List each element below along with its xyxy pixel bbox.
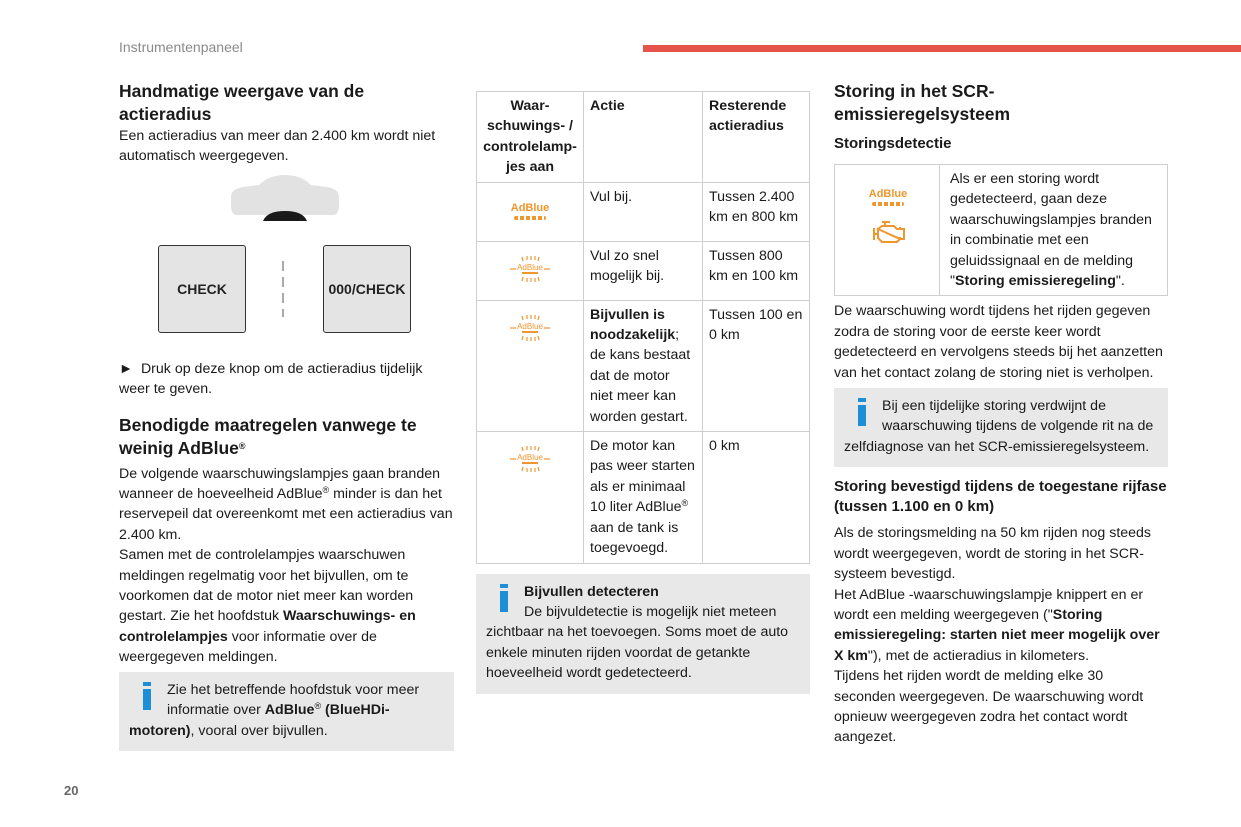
column-right (834, 80, 1168, 748)
svg-text:AdBlue: AdBlue (517, 262, 543, 272)
paragraph-adblue-blink: Het AdBlue -waarschuwingslampje knippert en er wordt een melding weergegeven ("Storing emissieregeling: starten niet meer mogelijk over X km"), met de actieradius in kilometers. (834, 586, 1160, 664)
car-silhouette-icon (229, 175, 341, 221)
section-title: Instrumentenpaneel (119, 39, 243, 55)
info-icon (494, 584, 516, 614)
table-row (477, 241, 810, 300)
adblue-warning-table (476, 91, 810, 564)
adblue-flashing-icon (510, 256, 550, 282)
paragraph-adblue-warning: De volgende waarschuwingslampjes gaan branden wanneer de hoeveelheid AdBlue® minder is dan het reservepeil dat overeenkomt met een actieradius van 2.400 km. (119, 465, 453, 543)
heading-adblue-measures: Benodigde maatregelen vanwege te weinig AdBlue® (119, 414, 417, 458)
info-icon (137, 682, 159, 712)
paragraph-fault-confirmed: Als de storingsmelding na 50 km rijden nog steeds wordt weergegeven, wordt de storing in het SCR-systeem bevestigd. (834, 525, 1152, 583)
action-cell: Bijvullen is noodzakelijk; de kans bestaat dat de motor niet meer kan worden gestart. (584, 300, 703, 431)
info-text: De bijvuldetectie is mogelijk niet meteen zichtbaar na het toevoegen. Soms moet de auto enkele minuten rijden voordat de getankte hoeveelheid wordt gedetecteerd. (486, 603, 789, 682)
column-left (119, 80, 454, 751)
range-cell: Tussen 2.400 km en 800 km (703, 182, 810, 241)
adblue-steady-icon: AdBlue (511, 203, 550, 220)
action-cell: Vul bij. (584, 182, 703, 241)
range-cell: Tussen 100 en 0 km (703, 300, 810, 431)
section-accent-bar (643, 45, 1241, 52)
table-row (477, 432, 810, 563)
paragraph-message-interval: Tijdens het rijden wordt de melding elke 30 seconden weergegeven. De waarschuwing wordt opnieuw weergegeven zodra het contact wordt aangezet. (834, 668, 1144, 746)
header-warning-lamps: Waar-schuwings- / controlelamp-jes aan (477, 92, 584, 183)
paragraph-warning-timing: De waarschuwing wordt tijdens het rijden gegeven zodra de storing voor de eerste keer wordt gedetecteerd en vervolgens steeds bij het aanzetten van het contact zolang de storing niet is verholpen. (834, 303, 1163, 381)
svg-text:AdBlue: AdBlue (517, 453, 543, 463)
check-button-figure (119, 175, 454, 355)
odometer-check-button-label: 000/CHECK (328, 280, 406, 297)
adblue-steady-icon: AdBlue (869, 189, 908, 206)
subheading-fault-detection: Storingsdetectie (834, 135, 952, 152)
fault-detection-text: Als er een storing wordt gedetecteerd, gaan deze waarschuwingslampjes branden in combinatie met een geluidssignaal en de melding "Storing emissieregeling". (940, 165, 1168, 296)
page-number: 20 (64, 783, 79, 798)
info-box-temporary-fault: Bij een tijdelijke storing verdwijnt de waarschuwing tijdens de volgende rit na de zelfdiagnose van het SCR-emissieregelsysteem. (834, 388, 1168, 467)
table-row (477, 182, 810, 241)
info-box-adblue: Zie het betreffende hoofdstuk voor meer informatie over AdBlue® (BlueHDi-motoren), vooral over bijvullen. (119, 672, 454, 751)
heading-fault-confirmed: Storing bevestigd tijdens de toegestane rijfase (tussen 1.100 en 0 km) (834, 478, 1167, 516)
action-cell: De motor kan pas weer starten als er minimaal 10 liter AdBlue® aan de tank is toegevoegd. (584, 432, 703, 563)
heading-scr-fault: Storing in het SCR-emissieregelsysteem (834, 81, 1011, 124)
divider-dashed (282, 261, 284, 317)
column-middle (476, 91, 810, 694)
engine-warning-icon (870, 220, 906, 246)
check-button[interactable] (158, 245, 246, 333)
adblue-flashing-icon (510, 446, 550, 472)
arrow-bullet-icon: ► (119, 360, 134, 377)
header-remaining-range: Resterende actieradius (703, 92, 810, 183)
table-row (477, 300, 810, 431)
adblue-flashing-icon (510, 315, 550, 341)
odometer-check-button[interactable] (323, 245, 411, 333)
paragraph-range-intro: Een actieradius van meer dan 2.400 km wordt niet automatisch weergegeven. (119, 128, 436, 165)
fault-detection-table (834, 164, 1168, 296)
check-button-label: CHECK (177, 280, 227, 297)
info-box-refill-detection (476, 574, 810, 694)
instruction-step: ► Druk op deze knop om de actieradius tijdelijk weer te geven. (119, 360, 423, 398)
range-cell: 0 km (703, 432, 810, 563)
table-header-row (477, 92, 810, 183)
paragraph-adblue-messages: Samen met de controlelampjes waarschuwen meldingen regelmatig voor het bijvullen, om te voorkomen dat de motor niet meer kan worden gestart. Zie het hoofdstuk Waarschuwings- en controlelampjes voor informatie over de weergegeven meldingen. (119, 547, 416, 666)
header-action: Actie (584, 92, 703, 183)
heading-manual-range: Handmatige weergave van de actieradius (119, 81, 365, 124)
info-icon (852, 398, 874, 428)
action-cell: Vul zo snel mogelijk bij. (584, 241, 703, 300)
info-title: Bijvullen detecteren (524, 583, 659, 600)
svg-text:AdBlue: AdBlue (517, 321, 543, 331)
range-cell: Tussen 800 km en 100 km (703, 241, 810, 300)
